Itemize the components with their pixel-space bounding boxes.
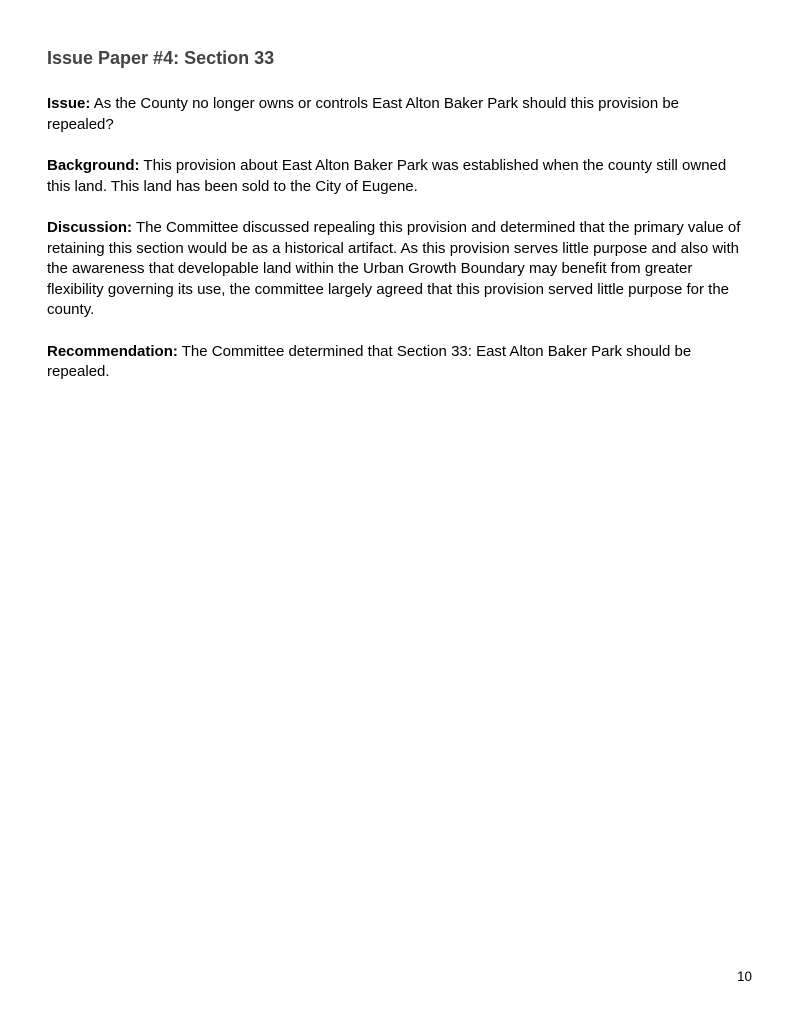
background-label: Background: [47,157,140,174]
issue-text: As the County no longer owns or controls East Alton Baker Park should this provision be repealed? [47,95,680,133]
recommendation-paragraph [47,342,747,383]
background-paragraph [47,156,747,197]
recommendation-label: Recommendation: [47,342,178,360]
background-text: This provision about East Alton Baker Park was established when the county still owned this land. This land has been sold to the City of Eugene. [47,157,727,195]
recommendation-text: The Committee determined that Section 33: East Alton Baker Park should be repealed. [47,342,692,380]
issue-label: Issue: [47,95,91,112]
issue-paragraph [47,94,747,135]
discussion-label: Discussion: [47,219,133,236]
document-body [47,94,747,404]
page-number: 10 [737,969,753,984]
discussion-paragraph [47,218,747,321]
discussion-text: The Committee discussed repealing this provision and determined that the primary value of retaining this section would be as a historical artifact. As this provision serves little purpose and also with the awareness that developable land within the Urban Growth Boundary may benefit from greater flexibility governing its use, the committee largely agreed that this provision served little purpose for the county. [47,219,741,318]
page-title: Issue Paper #4: Section 33 [47,48,275,68]
